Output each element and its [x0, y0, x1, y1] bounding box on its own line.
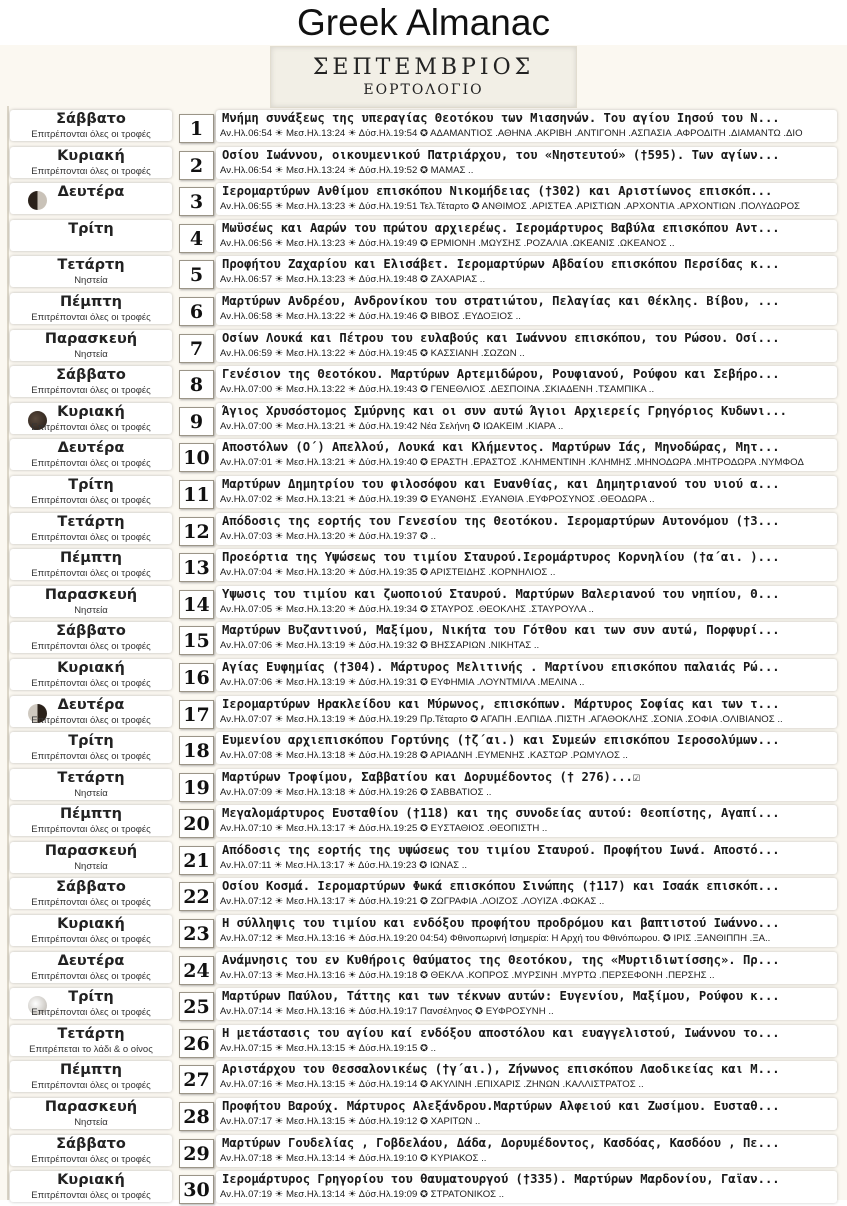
fasting-note: Νηστεία — [74, 787, 108, 799]
saints-text: Αποστόλων (Ο΄) Απελλού, Λουκά και Κλήμεντος. Μαρτύρων Ιάς, Μηνοδώρας, Μητ... — [222, 440, 780, 455]
sun-and-namedays: Αν.Ηλ.07:07 ☀ Μεσ.Ηλ.13:19 ☀ Δύσ.Ηλ.19:29 Πρ.Τέταρτο ✪ ΑΓΑΠΗ .ΕΛΠΙΔΑ .ΠΙΣΤΗ .ΑΓΑΘΟΚΛΗΣ .ΣΟΝΙΑ .ΣΟΦΙΑ .ΟΛΙΒΙΑΝΟΣ .. — [220, 713, 783, 725]
saints-text: Προεόρτια της Υψώσεως του τιμίου Σταυρού.Ιερομάρτυρος Κορνηλίου (†α΄αι. )... — [222, 550, 780, 565]
day-number: 14 — [179, 590, 214, 619]
day-box — [10, 1171, 172, 1202]
day-number: 30 — [179, 1175, 214, 1204]
sun-and-namedays: Αν.Ηλ.07:19 ☀ Μεσ.Ηλ.13:14 ☀ Δύσ.Ηλ.19:09 ✪ ΣΤΡΑΤΟΝΙΚΟΣ .. — [220, 1189, 505, 1201]
day-box — [10, 220, 172, 251]
day-entry — [216, 1061, 837, 1093]
day-row — [10, 1059, 845, 1096]
day-number: 21 — [179, 846, 214, 875]
fasting-note: Επιτρέπονται όλες οι τροφές — [31, 934, 151, 946]
sun-and-namedays: Αν.Ηλ.07:04 ☀ Μεσ.Ηλ.13:20 ☀ Δύσ.Ηλ.19:35 ✪ ΑΡΙΣΤΕΙΔΗΣ .ΚΟΡΝΗΛΙΟΣ .. — [220, 567, 556, 579]
day-box — [10, 988, 172, 1019]
day-box — [10, 183, 172, 214]
sun-and-namedays: Αν.Ηλ.07:09 ☀ Μεσ.Ηλ.13:18 ☀ Δύσ.Ηλ.19:26 ✪ ΣΑΒΒΑΤΙΟΣ .. — [220, 786, 492, 798]
day-number: 8 — [179, 370, 214, 399]
day-name: Κυριακή — [57, 147, 125, 164]
day-number: 9 — [179, 407, 214, 436]
day-box — [10, 732, 172, 763]
sun-and-namedays: Αν.Ηλ.06:58 ☀ Μεσ.Ηλ.13:22 ☀ Δύσ.Ηλ.19:46 ✪ ΒΙΒΟΣ .ΕΥΔΟΞΙΟΣ .. — [220, 310, 521, 322]
sun-and-namedays: Αν.Ηλ.07:11 ☀ Μεσ.Ηλ.13:17 ☀ Δύσ.Ηλ.19:23 ✪ ΙΩΝΑΣ .. — [220, 859, 468, 871]
day-box — [10, 805, 172, 836]
day-box — [10, 293, 172, 324]
day-name: Δευτέρα — [57, 440, 125, 457]
day-number: 11 — [179, 480, 214, 509]
saints-text: Μαρτύρων Γουδελίας , Γοβδελάου, Δάδα, Δορυμέδοντος, Κασδόας, Κασδόου , Πε... — [222, 1135, 780, 1150]
fasting-note: Νηστεία — [74, 1117, 108, 1129]
saints-text: Ύψωσις του τιμίου και ζωοποιού Σταυρού. Μαρτύρων Βαλεριανού του νηπίου, Θ... — [222, 586, 780, 601]
day-number: 29 — [179, 1139, 214, 1168]
day-name: Πέμπτη — [60, 1062, 122, 1079]
saints-text: Μωϋσέως και Ααρών του πρώτου αρχιερέως. Ιερομάρτυρος Βαβύλα επισκόπου Αντ... — [222, 220, 780, 235]
day-row — [10, 401, 845, 438]
fasting-note: Επιτρέπονται όλες οι τροφές — [31, 311, 151, 323]
day-box — [10, 659, 172, 690]
day-entry — [216, 622, 837, 654]
day-number: 10 — [179, 443, 214, 472]
saints-text: Άγιος Χρυσόστομος Σμύρνης και οι συν αυτώ Άγιοι Αρχιερείς Γρηγόριος Κυδωνι... — [222, 403, 787, 418]
day-row — [10, 840, 845, 877]
day-list — [10, 108, 845, 1206]
day-name: Κυριακή — [57, 659, 125, 676]
fasting-note: Νηστεία — [74, 860, 108, 872]
day-name: Τρίτη — [68, 733, 114, 750]
fasting-note: Επιτρέπονται όλες οι τροφές — [31, 641, 151, 653]
day-box — [10, 696, 172, 727]
day-box — [10, 1061, 172, 1092]
day-number: 13 — [179, 553, 214, 582]
day-row — [10, 145, 845, 182]
day-name: Σάββατο — [56, 1135, 126, 1152]
sun-and-namedays: Αν.Ηλ.07:02 ☀ Μεσ.Ηλ.13:21 ☀ Δύσ.Ηλ.19:39 ✪ ΕΥΑΝΘΗΣ .ΕΥΑΝΘΙΑ .ΕΥΦΡΟΣΥΝΟΣ .ΘΕΟΔΩΡΑ .. — [220, 493, 655, 505]
fasting-note: Νηστεία — [74, 348, 108, 360]
day-row — [10, 437, 845, 474]
day-entry — [216, 1025, 837, 1057]
sun-and-namedays: Αν.Ηλ.06:59 ☀ Μεσ.Ηλ.13:22 ☀ Δύσ.Ηλ.19:45 ✪ ΚΑΣΣΙΑΝΗ .ΣΩΖΩΝ .. — [220, 347, 525, 359]
saints-text: Μαρτύρων Δημητρίου του φιλοσόφου και Ευανθίας, και Δημητριανού του υιού α... — [222, 476, 780, 491]
day-name: Κυριακή — [57, 403, 125, 420]
day-row — [10, 694, 845, 731]
day-box — [10, 147, 172, 178]
sun-and-namedays: Αν.Ηλ.07:06 ☀ Μεσ.Ηλ.13:19 ☀ Δύσ.Ηλ.19:32 ✪ ΒΗΣΣΑΡΙΩΝ .ΝΙΚΗΤΑΣ .. — [220, 640, 540, 652]
day-row — [10, 547, 845, 584]
day-number: 2 — [179, 151, 214, 180]
sun-and-namedays: Αν.Ηλ.07:08 ☀ Μεσ.Ηλ.13:18 ☀ Δύσ.Ηλ.19:28 ✪ ΑΡΙΑΔΝΗ .ΕΥΜΕΝΗΣ .ΚΑΣΤΩΡ .ΡΩΜΥΛΟΣ .. — [220, 750, 628, 762]
saints-text: Ιερομάρτυρος Γρηγορίου του θαυματουργού (†335). Μαρτύρων Μαρδονίου, Γαϊαν... — [222, 1172, 780, 1187]
sun-and-namedays: Αν.Ηλ.07:12 ☀ Μεσ.Ηλ.13:16 ☀ Δύσ.Ηλ.19:20 04:54) Φθινοπωρινή Ισημερία: Η Αρχή του Φθινόπωρου. ✪ ΙΡΙΣ .ΞΑΝΘΙΠΠΗ .ΞΑ.. — [220, 933, 771, 945]
day-box — [10, 1098, 172, 1129]
month-banner — [270, 46, 577, 108]
saints-text: Η μετάστασις του αγίου καί ενδόξου αποστόλου και ευαγγελιστού, Ιωάννου το... — [222, 1025, 780, 1040]
sun-and-namedays: Αν.Ηλ.07:10 ☀ Μεσ.Ηλ.13:17 ☀ Δύσ.Ηλ.19:25 ✪ ΕΥΣΤΑΘΙΟΣ .ΘΕΟΠΙΣΤΗ .. — [220, 823, 548, 835]
sun-and-namedays: Αν.Ηλ.06:54 ☀ Μεσ.Ηλ.13:24 ☀ Δύσ.Ηλ.19:52 ✪ ΜΑΜΑΣ .. — [220, 164, 474, 176]
day-row — [10, 767, 845, 804]
day-box — [10, 842, 172, 873]
saints-text: Μαρτύρων Βυζαντινού, Μαξίμου, Νικήτα του Γότθου και των συν αυτώ, Πορφυρί... — [222, 623, 780, 638]
month-title: ΣΕΠΤΕΜΒΡΙΟΣ — [312, 55, 535, 80]
day-number: 1 — [179, 114, 214, 143]
sun-and-namedays: Αν.Ηλ.06:55 ☀ Μεσ.Ηλ.13:23 ☀ Δύσ.Ηλ.19:51 Τελ.Τέταρτο ✪ ΑΝΘΙΜΟΣ .ΑΡΙΣΤΕΑ .ΑΡΙΣΤΙΩΝ .ΑΡΧΟΝΤΙΑ .ΑΡΧΟΝΤΙΩΝ .ΠΟΛΥΔΩΡΟΣ — [220, 201, 800, 213]
day-entry — [216, 293, 837, 325]
day-row — [10, 950, 845, 987]
day-name: Τετάρτη — [57, 257, 125, 274]
day-entry — [216, 732, 837, 764]
sun-and-namedays: Αν.Ηλ.07:01 ☀ Μεσ.Ηλ.13:21 ☀ Δύσ.Ηλ.19:40 ✪ ΕΡΑΣΤΗ .ΕΡΑΣΤΟΣ .ΚΛΗΜΕΝΤΙΝΗ .ΚΛΗΜΗΣ .ΜΗΝΟΔΩΡΑ .ΜΗΤΡΟΔΩΡΑ .ΝΥΜΦΟΔ — [220, 457, 804, 469]
day-name: Σάββατο — [56, 879, 126, 896]
day-row — [10, 876, 845, 913]
day-entry — [216, 696, 837, 728]
saints-text: Προφήτου Ζαχαρίου και Ελισάβετ. Ιερομαρτύρων Αβδαίου επισκόπου Περσίδας κ... — [222, 257, 780, 272]
saints-text: Γενέσιον της Θεοτόκου. Μαρτύρων Αρτεμιδώρου, Ρουφιανού, Ρούφου και Σεβήρο... — [222, 367, 780, 382]
fasting-note: Επιτρέπονται όλες οι τροφές — [31, 677, 151, 689]
sun-and-namedays: Αν.Ηλ.07:00 ☀ Μεσ.Ηλ.13:22 ☀ Δύσ.Ηλ.19:43 ✪ ΓΕΝΕΘΛΙΟΣ .ΔΕΣΠΟΙΝΑ .ΣΚΙΑΔΕΝΗ .ΤΣΑΜΠΙΚΑ .. — [220, 384, 655, 396]
sun-and-namedays: Αν.Ηλ.07:14 ☀ Μεσ.Ηλ.13:16 ☀ Δύσ.Ηλ.19:17 Πανσέληνος ✪ ΕΥΦΡΟΣΥΝΗ .. — [220, 1006, 554, 1018]
day-name: Παρασκευή — [44, 842, 138, 859]
fasting-note: Επιτρέπονται όλες οι τροφές — [31, 421, 151, 433]
day-entry — [216, 330, 837, 362]
day-name: Τρίτη — [68, 220, 114, 237]
day-row — [10, 657, 845, 694]
saints-text: Προφήτου Βαρούχ. Μάρτυρος Αλεξάνδρου.Μαρτύρων Αλφειού και Ζωσίμου. Ευσταθ... — [222, 1099, 780, 1114]
saints-text: Η σύλληψις του τιμίου και ενδόξου προφήτου προδρόμου και βαπτιστού Ιωάννο... — [222, 916, 780, 931]
sun-and-namedays: Αν.Ηλ.07:06 ☀ Μεσ.Ηλ.13:19 ☀ Δύσ.Ηλ.19:31 ✪ ΕΥΦΗΜΙΑ .ΛΟΥΝΤΜΙΛΑ .ΜΕΛΙΝΑ .. — [220, 676, 585, 688]
day-box — [10, 256, 172, 287]
fasting-note: Επιτρέπονται όλες οι τροφές — [31, 531, 151, 543]
day-name: Κυριακή — [57, 1172, 125, 1189]
sun-and-namedays: Αν.Ηλ.07:00 ☀ Μεσ.Ηλ.13:21 ☀ Δύσ.Ηλ.19:42 Νέα Σελήνη ✪ ΙΩΑΚΕΙΜ .ΚΙΑΡΑ .. — [220, 420, 564, 432]
day-entry — [216, 842, 837, 874]
sun-and-namedays: Αν.Ηλ.06:54 ☀ Μεσ.Ηλ.13:24 ☀ Δύσ.Ηλ.19:54 ✪ ΑΔΑΜΑΝΤΙΟΣ .ΑΘΗΝΑ .ΑΚΡΙΒΗ .ΑΝΤΙΓΟΝΗ .ΑΣΠΑΣΙΑ .ΑΦΡΟΔΙΤΗ .ΔΙΑΜΑΝΤΩ .ΔΙΟ — [220, 128, 803, 139]
fasting-note: Νηστεία — [74, 275, 108, 287]
day-row — [10, 511, 845, 548]
saints-text: Οσίου Ιωάννου, οικουμενικού Πατριάρχου, του «Νηστευτού» (†595). Των αγίων... — [222, 147, 780, 162]
day-box — [10, 439, 172, 470]
day-name: Τρίτη — [68, 989, 114, 1006]
day-entry — [216, 220, 837, 252]
day-number: 28 — [179, 1102, 214, 1131]
saints-text: Ανάμνησις του εν Κυθήροις θαύματος της Θεοτόκου, της «Μυρτιδιωτίσσης». Πρ... — [222, 952, 780, 967]
day-number: 5 — [179, 260, 214, 289]
day-name: Τετάρτη — [57, 1025, 125, 1042]
day-entry — [216, 915, 837, 947]
day-entry — [216, 952, 837, 984]
day-box — [10, 952, 172, 983]
day-entry — [216, 439, 837, 471]
day-name: Δευτέρα — [57, 952, 125, 969]
sun-and-namedays: Αν.Ηλ.06:56 ☀ Μεσ.Ηλ.13:23 ☀ Δύσ.Ηλ.19:49 ✪ ΕΡΜΙΟΝΗ .ΜΩΥΣΗΣ .ΡΟΖΑΛΙΑ .ΩΚΕΑΝΙΣ .ΩΚΕΑΝΟΣ .. — [220, 237, 675, 249]
day-entry — [216, 403, 837, 435]
day-box — [10, 403, 172, 434]
saints-text: Απόδοσις της εορτής του Γενεσίου της Θεοτόκου. Ιερομαρτύρων Αυτονόμου (†3... — [222, 513, 780, 528]
day-entry — [216, 110, 837, 142]
day-row — [10, 1096, 845, 1133]
day-name: Πέμπτη — [60, 293, 122, 310]
day-number: 27 — [179, 1065, 214, 1094]
saints-text: Οσίου Κοσμά. Ιερομαρτύρων Φωκά επισκόπου Σινώπης (†117) και Ισαάκ επισκόπ... — [222, 879, 780, 894]
day-number: 6 — [179, 297, 214, 326]
sun-and-namedays: Αν.Ηλ.06:57 ☀ Μεσ.Ηλ.13:23 ☀ Δύσ.Ηλ.19:48 ✪ ΖΑΧΑΡΙΑΣ .. — [220, 274, 486, 286]
day-entry — [216, 366, 837, 398]
day-number: 26 — [179, 1029, 214, 1058]
day-entry — [216, 659, 837, 691]
sun-and-namedays: Αν.Ηλ.07:13 ☀ Μεσ.Ηλ.13:16 ☀ Δύσ.Ηλ.19:18 ✪ ΘΕΚΛΑ .ΚΟΠΡΟΣ .ΜΥΡΣΙΝΗ .ΜΥΡΤΩ .ΠΕΡΣΕΦΟΝΗ .ΠΕΡΣΗΣ .. — [220, 969, 715, 981]
day-number: 23 — [179, 919, 214, 948]
fasting-note: Νηστεία — [74, 604, 108, 616]
day-number: 15 — [179, 626, 214, 655]
fasting-note: Επιτρέπονται όλες οι τροφές — [31, 1080, 151, 1092]
day-entry — [216, 1171, 837, 1203]
day-entry — [216, 256, 837, 288]
day-name: Δευτέρα — [57, 184, 125, 201]
saints-text: Μεγαλομάρτυρος Ευσταθίου (†118) και της συνοδείας αυτού: Θεοπίστης, Αγαπί... — [222, 806, 780, 821]
saints-text: Αριστάρχου του Θεσσαλονικέως (†γ΄αι.), Ζήνωνος επισκόπου Λαοδικείας και Μ... — [222, 1062, 780, 1077]
day-row — [10, 986, 845, 1023]
fasting-note: Επιτρέπονται όλες οι τροφές — [31, 568, 151, 580]
day-number: 3 — [179, 187, 214, 216]
fasting-note: Επιτρέπονται όλες οι τροφές — [31, 751, 151, 763]
saints-text: Μαρτύρων Τροφίμου, Σαββατίου και Δορυμέδοντος († 276)...☑ — [222, 769, 641, 784]
day-entry — [216, 769, 837, 801]
day-name: Σάββατο — [56, 111, 126, 127]
day-box — [10, 330, 172, 361]
day-row — [10, 620, 845, 657]
fasting-note: Επιτρέπονται όλες οι τροφές — [31, 714, 151, 726]
saints-text: Μαρτύρων Ανδρέου, Ανδρονίκου του στρατιώτου, Πελαγίας και Θέκλης. Βίβου, ... — [222, 293, 780, 308]
fasting-note: Επιτρέπονται όλες οι τροφές — [31, 385, 151, 397]
day-entry — [216, 878, 837, 910]
day-entry — [216, 549, 837, 581]
day-number: 19 — [179, 773, 214, 802]
fasting-note: Επιτρέπονται όλες οι τροφές — [31, 824, 151, 836]
day-entry — [216, 476, 837, 508]
day-number: 7 — [179, 334, 214, 363]
day-entry — [216, 1098, 837, 1130]
day-number: 16 — [179, 663, 214, 692]
day-number: 18 — [179, 736, 214, 765]
day-box — [10, 110, 172, 141]
day-number: 22 — [179, 882, 214, 911]
fasting-note: Επιτρέπεται το λάδι & ο οίνος — [29, 1043, 153, 1055]
day-number: 24 — [179, 956, 214, 985]
sun-and-namedays: Αν.Ηλ.07:18 ☀ Μεσ.Ηλ.13:14 ☀ Δύσ.Ηλ.19:10 ✪ ΚΥΡΙΑΚΟΣ .. — [220, 1152, 487, 1164]
day-box — [10, 1135, 172, 1166]
day-name: Πέμπτη — [60, 806, 122, 823]
day-row — [10, 584, 845, 621]
fasting-note: Επιτρέπονται όλες οι τροφές — [31, 1190, 151, 1202]
day-row — [10, 1023, 845, 1060]
page-title: Greek Almanac — [0, 0, 847, 45]
day-box — [10, 513, 172, 544]
day-entry — [216, 513, 837, 545]
fasting-note: Επιτρέπονται όλες οι τροφές — [31, 458, 151, 470]
day-row — [10, 291, 845, 328]
sun-and-namedays: Αν.Ηλ.07:12 ☀ Μεσ.Ηλ.13:17 ☀ Δύσ.Ηλ.19:21 ✪ ΖΩΓΡΑΦΙΑ .ΛΟΙΖΟΣ .ΛΟΥΙΖΑ .ΦΩΚΑΣ .. — [220, 896, 605, 908]
day-box — [10, 366, 172, 397]
day-box — [10, 586, 172, 617]
day-box — [10, 769, 172, 800]
left-divider — [7, 106, 9, 1200]
day-row — [10, 1133, 845, 1170]
day-row — [10, 218, 845, 255]
day-name: Τρίτη — [68, 476, 114, 493]
saints-text: Ιερομαρτύρων Ανθίμου επισκόπου Νικομήδειας (†302) και Αριστίωνος επισκόπ... — [222, 184, 773, 199]
month-subtitle: ΕΟΡΤΟΛΟΓΙΟ — [363, 82, 484, 98]
day-row — [10, 364, 845, 401]
day-row — [10, 730, 845, 767]
day-row — [10, 803, 845, 840]
day-number: 12 — [179, 517, 214, 546]
day-entry — [216, 147, 837, 179]
sun-and-namedays: Αν.Ηλ.07:05 ☀ Μεσ.Ηλ.13:20 ☀ Δύσ.Ηλ.19:34 ✪ ΣΤΑΥΡΟΣ .ΘΕΟΚΛΗΣ .ΣΤΑΥΡΟΥΛΑ .. — [220, 603, 594, 615]
fasting-note: Επιτρέπονται όλες οι τροφές — [31, 1153, 151, 1165]
day-row — [10, 913, 845, 950]
day-number: 20 — [179, 809, 214, 838]
day-entry — [216, 805, 837, 837]
day-number: 4 — [179, 224, 214, 253]
day-row — [10, 254, 845, 291]
day-entry — [216, 1135, 837, 1167]
day-row — [10, 181, 845, 218]
day-name: Σάββατο — [56, 623, 126, 640]
day-box — [10, 1025, 172, 1056]
day-name: Τετάρτη — [57, 513, 125, 530]
sun-and-namedays: Αν.Ηλ.07:16 ☀ Μεσ.Ηλ.13:15 ☀ Δύσ.Ηλ.19:14 ✪ ΑΚΥΛΙΝΗ .ΕΠΙΧΑΡΙΣ .ΖΗΝΩΝ .ΚΑΛΛΙΣΤΡΑΤΟΣ .. — [220, 1079, 644, 1091]
day-box — [10, 476, 172, 507]
day-name: Σάββατο — [56, 367, 126, 384]
sun-and-namedays: Αν.Ηλ.07:17 ☀ Μεσ.Ηλ.13:15 ☀ Δύσ.Ηλ.19:12 ✪ ΧΑΡΙΤΩΝ .. — [220, 1116, 481, 1128]
saints-text: Ιερομαρτύρων Ηρακλείδου και Μύρωνος, επισκόπων. Μάρτυρος Σοφίας και των τ... — [222, 696, 780, 711]
day-box — [10, 878, 172, 909]
day-name: Τετάρτη — [57, 769, 125, 786]
day-row — [10, 1169, 845, 1206]
day-name: Κυριακή — [57, 916, 125, 933]
fasting-note: Επιτρέπονται όλες οι τροφές — [31, 494, 151, 506]
fasting-note: Επιτρέπονται όλες οι τροφές — [31, 970, 151, 982]
day-entry — [216, 183, 837, 215]
day-row — [10, 328, 845, 365]
fasting-note: Επιτρέπονται όλες οι τροφές — [31, 897, 151, 909]
day-row — [10, 108, 845, 145]
day-number: 25 — [179, 992, 214, 1021]
saints-text: Απόδοσις της εορτής της υψώσεως του τιμίου Σταυρού. Προφήτου Ιωνά. Αποστό... — [222, 842, 780, 857]
day-box — [10, 549, 172, 580]
day-number: 17 — [179, 700, 214, 729]
day-entry — [216, 586, 837, 618]
saints-text: Οσίων Λουκά και Πέτρου του ευλαβούς και Ιωάννου επισκόπου, του Ρώσου. Οσί... — [222, 330, 780, 345]
day-name: Παρασκευή — [44, 1099, 138, 1116]
sun-and-namedays: Αν.Ηλ.07:15 ☀ Μεσ.Ηλ.13:15 ☀ Δύσ.Ηλ.19:15 ✪ .. — [220, 1042, 437, 1054]
saints-text: Ευμενίου αρχιεπισκόπου Γορτύνης (†ζ΄αι.) και Συμεών επισκόπου Ιεροσολύμων... — [222, 733, 780, 748]
day-box — [10, 915, 172, 946]
day-name: Παρασκευή — [44, 586, 138, 603]
saints-text: Μνήμη συνάξεως της υπεραγίας Θεοτόκου των Μιασηνών. Του αγίου Ιησού του Ν... — [222, 111, 780, 125]
day-name: Παρασκευή — [44, 330, 138, 347]
day-name: Πέμπτη — [60, 550, 122, 567]
fasting-note: Επιτρέπονται όλες οι τροφές — [31, 1007, 151, 1019]
day-box — [10, 622, 172, 653]
saints-text: Μαρτύρων Παύλου, Τάττης και των τέκνων αυτών: Ευγενίου, Μαξίμου, Ρούφου κ... — [222, 989, 780, 1004]
fasting-note: Επιτρέπονται όλες οι τροφές — [31, 165, 151, 177]
day-row — [10, 474, 845, 511]
fasting-note: Επιτρέπονται όλες οι τροφές — [31, 129, 151, 140]
saints-text: Αγίας Ευφημίας (†304). Μάρτυρος Μελιτινής . Μαρτίνου επισκόπου παλαιάς Ρώ... — [222, 659, 780, 674]
day-name: Δευτέρα — [57, 696, 125, 713]
day-entry — [216, 988, 837, 1020]
sun-and-namedays: Αν.Ηλ.07:03 ☀ Μεσ.Ηλ.13:20 ☀ Δύσ.Ηλ.19:37 ✪ .. — [220, 530, 437, 542]
